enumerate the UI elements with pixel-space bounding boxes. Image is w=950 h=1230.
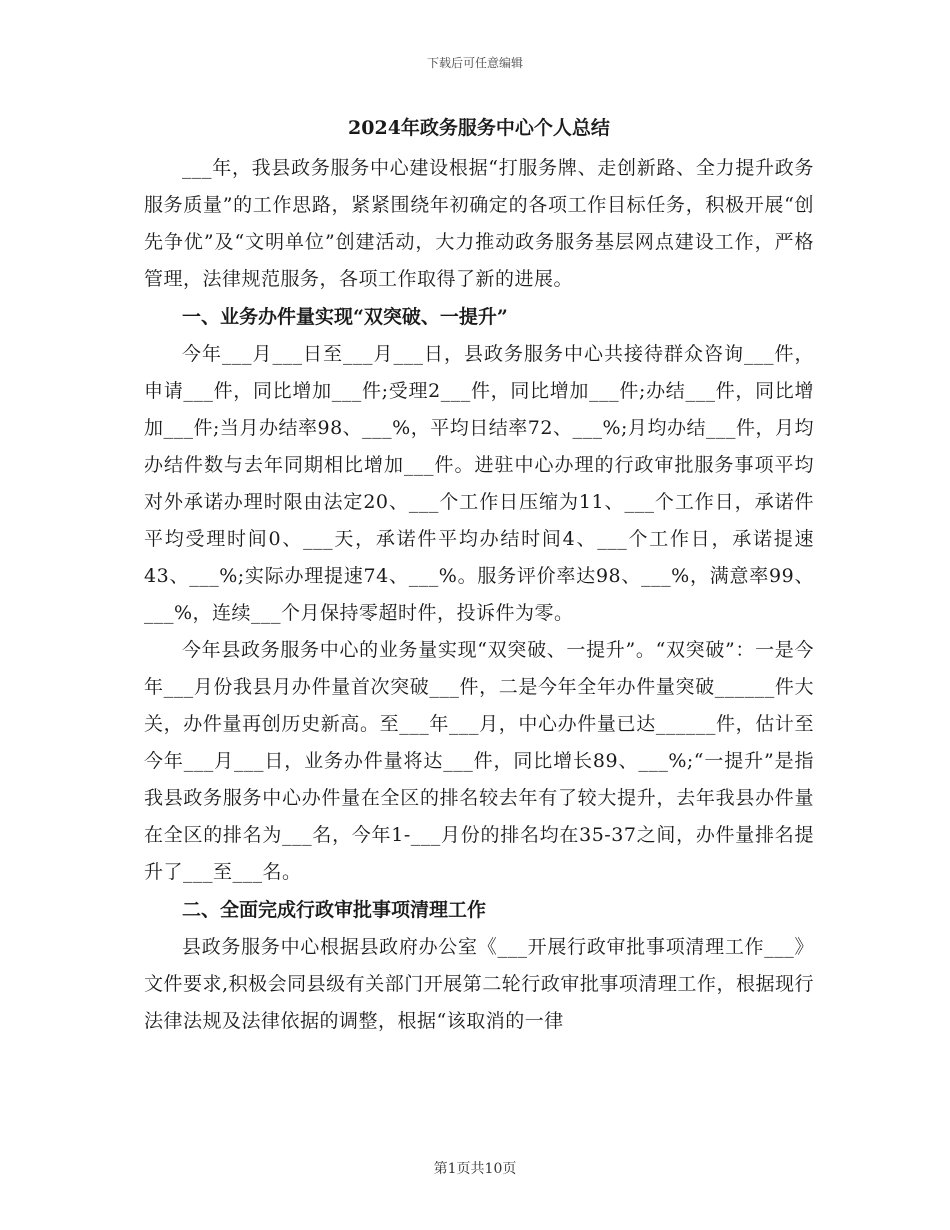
section-heading-2: 二、全面完成行政审批事项清理工作 — [182, 899, 487, 921]
document-body — [144, 110, 814, 1040]
section-2-paragraph-1: 县政务服务中心根据县政府办公室《___开展行政审批事项清理工作___》文件要求,积极会同县级有关部门开展第二轮行政审批事项清理工作，根据现行法律法规及法律依据的调整，根据“该取消的一律 — [144, 936, 814, 1032]
page-header-note: 下载后可任意编辑 — [426, 56, 523, 70]
section-1-paragraph-1: 今年___月___日至___月___日，县政务服务中心共接待群众咨询___件，申请___件，同比增加___件;受理2___件，同比增加___件;办结___件，同比增加___件;当月办结率98、___%，平均日结率72、___%;月均办结___件，月均办结件数与去年同期相比增加___件。进驻中心办理的行政审批服务事项平均对外承诺办理时限由法定20、___个工作日压缩为11、___个工作日，承诺件平均受理时间0、___天，承诺件平均办结时间4、___个工作日，承诺提速43、___%;实际办理提速74、___%。服务评价率达98、___%，满意率99、___%，连续___个月保持零超时件，投诉件为零。 — [144, 343, 814, 624]
intro-paragraph: ___年，我县政务服务中心建设根据“打服务牌、走创新路、全力提升政务服务质量”的工作思路，紧紧围绕年初确定的各项工作目标任务，积极开展“创先争优”及“文明单位”创建活动，大力推动政务服务基层网点建设工作，严格管理，法律规范服务，各项工作取得了新的进展。 — [144, 157, 814, 290]
page-number: 第1页共10页 — [433, 1161, 517, 1177]
document-title: 2024年政务服务中心个人总结 — [348, 117, 610, 139]
section-1-paragraph-2: 今年县政务服务中心的业务量实现“双突破、一提升”。“双突破”：一是今年___月份我县月办件量首次突破___件，二是今年全年办件量突破______件大关，办件量再创历史新高。至___年___月，中心办件量已达______件，估计至今年___月___日，业务办件量将达___件，同比增长89、___%;“一提升”是指我县政务服务中心办件量在全区的排名较去年有了较大提升，去年我县办件量在全区的排名为___名，今年1-___月份的排名均在35-37之间，办件量排名提升了___至___名。 — [144, 639, 814, 883]
section-heading-1: 一、业务办件量实现“双突破、一提升” — [182, 306, 508, 328]
